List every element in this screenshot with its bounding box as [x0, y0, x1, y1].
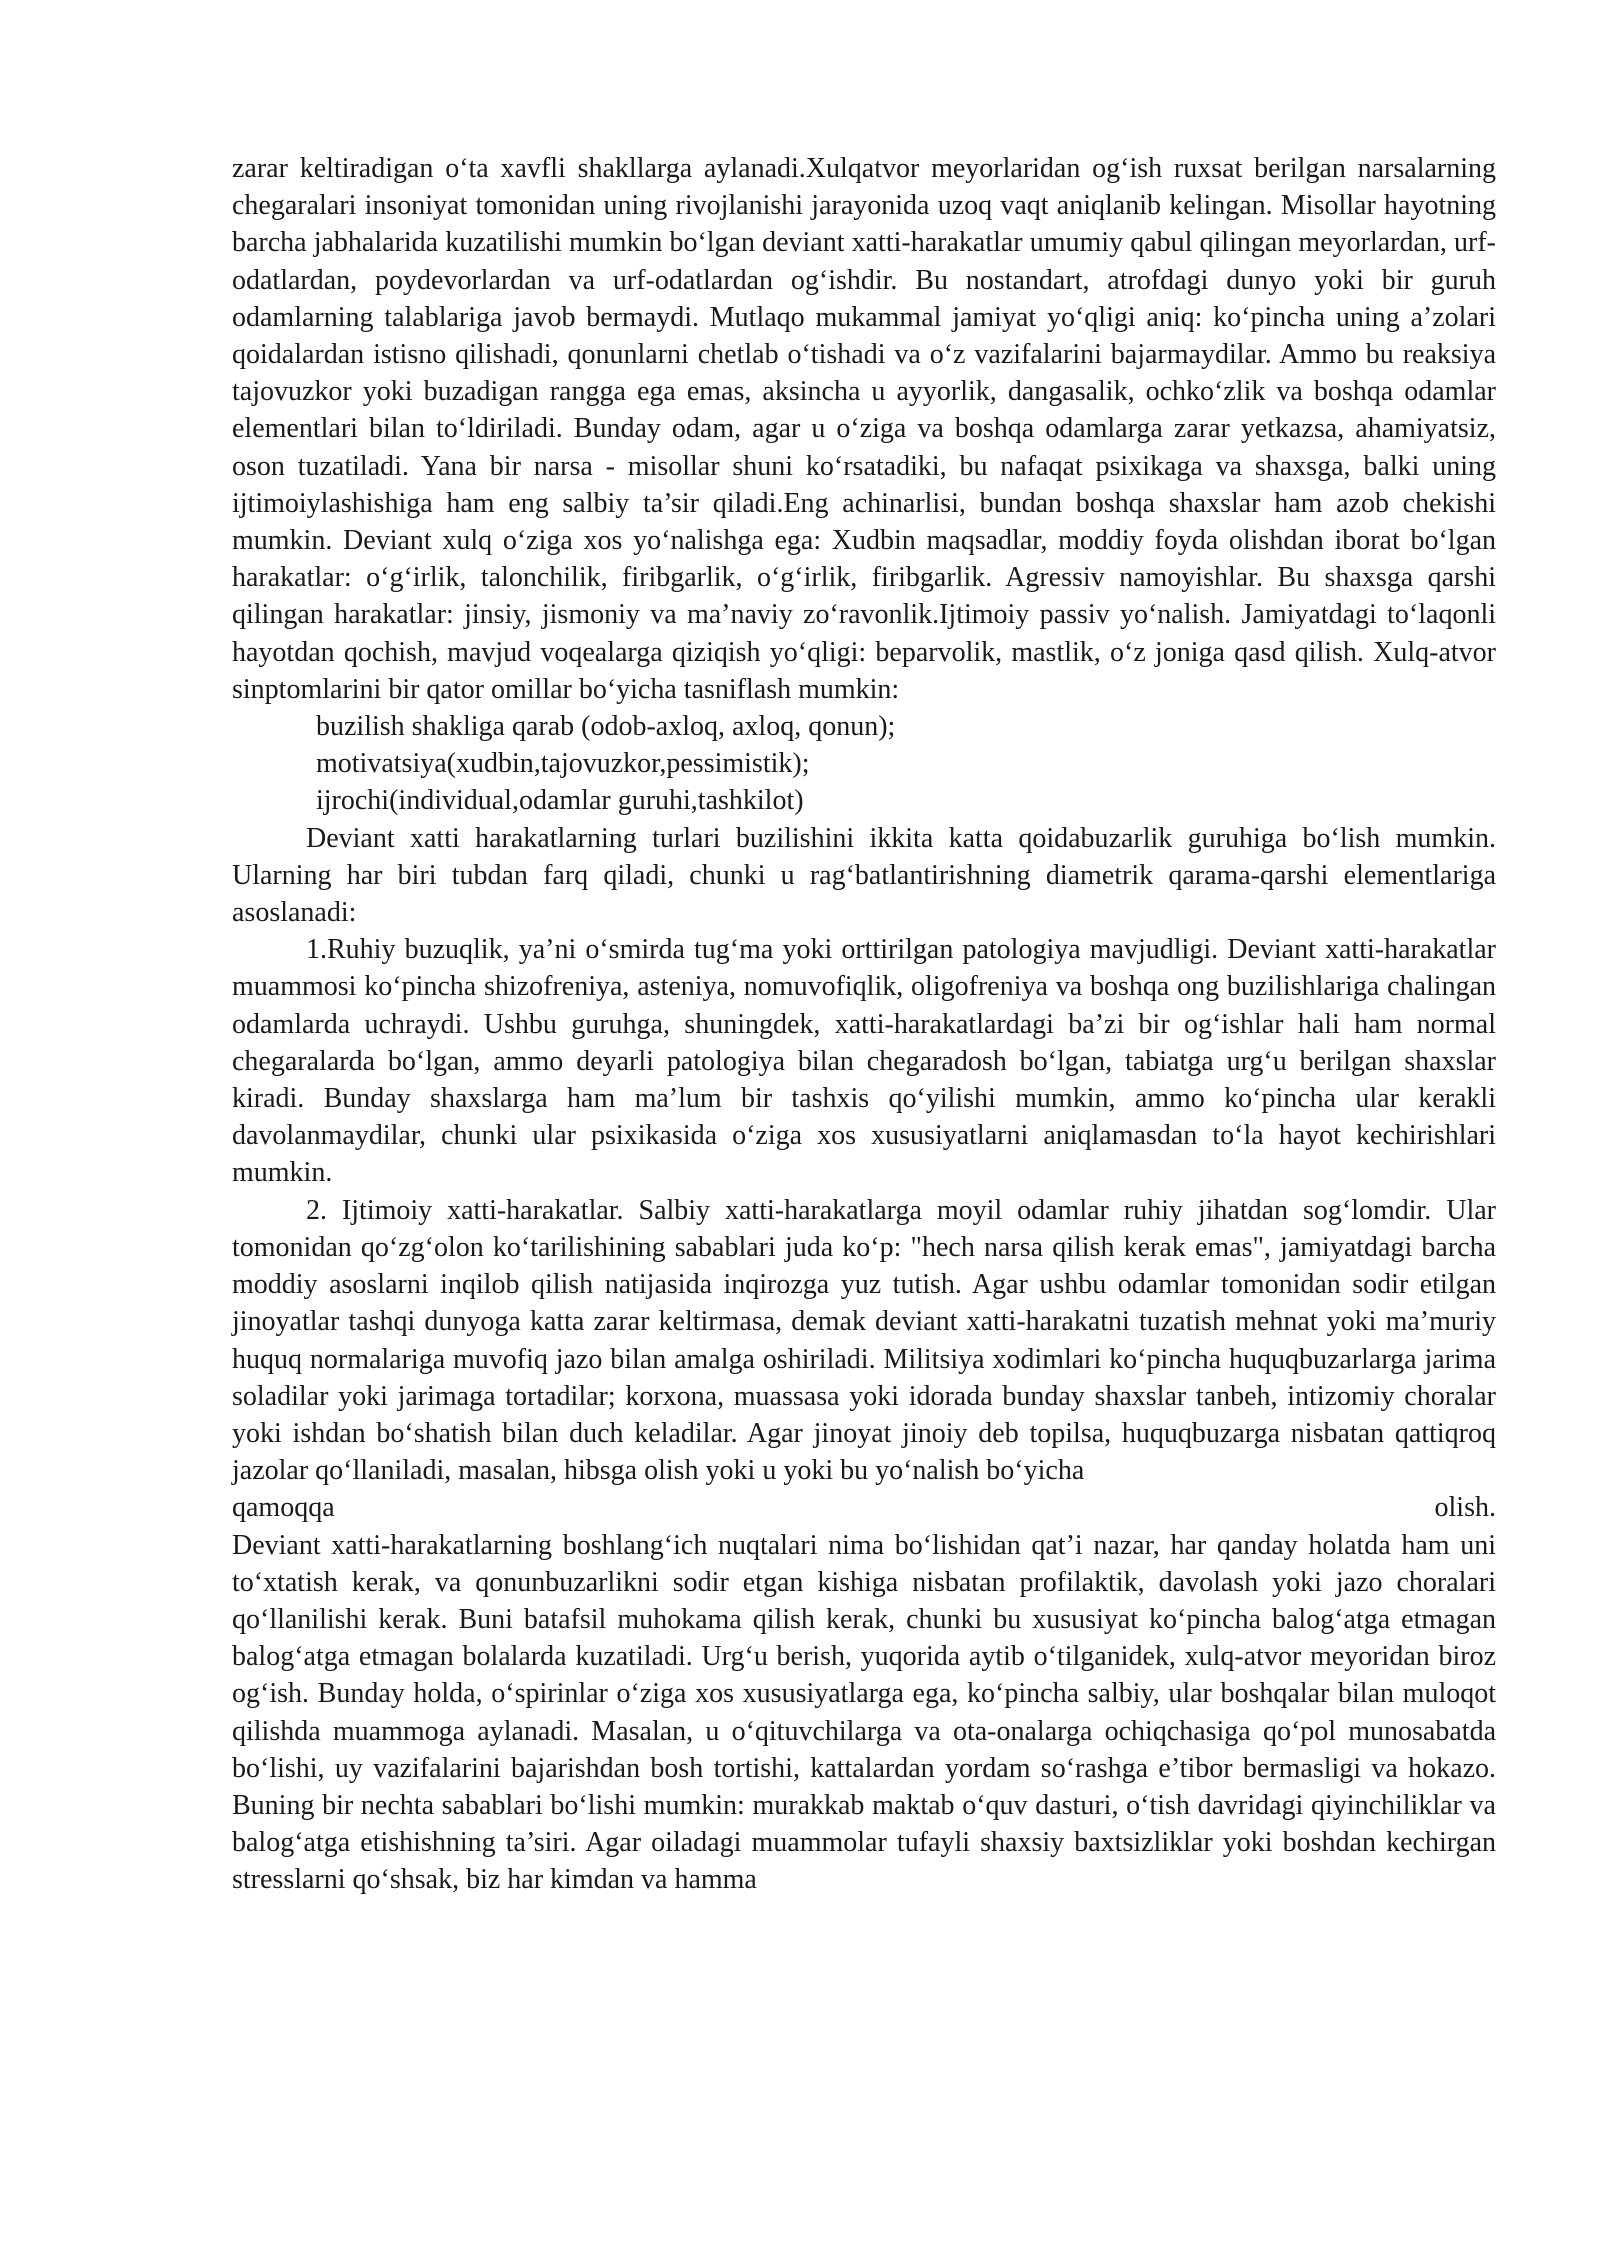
- paragraph-mental-disorder: 1.Ruhiy buzuqlik, ya’ni o‘smirda tug‘ma yoki orttirilgan patologiya mavjudligi. Deviant xatti-harakatlar muammosi ko‘pincha shizofreniya, asteniya, nomuvofiqlik, oligofreniya va boshqa ong buzilishlariga chalingan odamlarda uchraydi. Ushbu guruhga, shuningdek, xatti-harakatlardagi ba’zi bir og‘ishlar hali ham normal chegaralarda bo‘lgan, ammo deyarli patologiya bilan chegaradosh bo‘lgan, tabiatga urg‘u berilgan shaxslar kiradi. Bunday shaxslarga ham ma’lum bir tashxis qo‘yilishi mumkin, ammo ko‘pincha ular kerakli davolanmaydilar, chunki ular psixikasida o‘ziga xos xususiyatlarni aniqlamasdan to‘la hayot kechirishlari mumkin.: [232, 934, 1496, 1189]
- paragraph-prevention: Deviant xatti-harakatlarning boshlang‘ich nuqtalari nima bo‘lishidan qat’i nazar, har qanday holatda ham uni to‘xtatish kerak, va qonunbuzarlikni sodir etgan kishiga nisbatan profilaktik, davolash yoki jazo choralari qo‘llanilishi kerak. Buni batafsil muhokama qilish kerak, chunki bu xususiyat ko‘pincha balog‘atga etmagan balog‘atga etmagan bolalarda kuzatiladi. Urg‘u berish, yuqorida aytib o‘tilganidek, xulq-atvor meyoridan biroz og‘ish. Bunday holda, o‘spirinlar o‘ziga xos xususiyatlarga ega, ko‘pincha salbiy, ular boshqalar bilan muloqot qilishda muammoga aylanadi. Masalan, u o‘qituvchilarga va ota-onalarga ochiqchasiga qo‘pol munosabatda bo‘lishi, uy vazifalarini bajarishdan bosh tortishi, kattalardan yordam so‘rashga e’tibor bermasligi va hokazo. Buning bir nechta sabablari bo‘lishi mumkin: murakkab maktab o‘quv dasturi, o‘tish davridagi qiyinchiliklar va balog‘atga etishishning ta’siri. Agar oiladagi muammolar tufayli shaxsiy baxtsizliklar yoki boshdan kechirgan stresslarni qo‘shsak, biz har kimdan va hamma: [232, 1529, 1496, 1896]
- document-page: [232, 150, 1496, 1899]
- paragraph-social-behavior-last-line: [232, 1489, 1496, 1526]
- last-line-right-word: olish.: [1434, 1492, 1496, 1524]
- list-item-motivation: motivatsiya(xudbin,tajovuzkor,pessimistik);: [316, 748, 810, 780]
- paragraph-intro: zarar keltiradigan o‘ta xavfli shakllarga aylanadi.Xulqatvor meyorlaridan og‘ish ruxsat berilgan narsalarning chegaralari insoniyat tomonidan uning rivojlanishi jarayonida uzoq vaqt aniqlanib kelingan. Misollar hayotning barcha jabhalarida kuzatilishi mumkin bo‘lgan deviant xatti-harakatlar umumiy qabul qilingan meyorlardan, urf-odatlardan, poydevorlardan va urf-odatlardan og‘ishdir. Bu nostandart, atrofdagi dunyo yoki bir guruh odamlarning talablariga javob bermaydi. Mutlaqo mukammal jamiyat yo‘qligi aniq: ko‘pincha uning a’zolari qoidalardan istisno qilishadi, qonunlarni chetlab o‘tishadi va o‘z vazifalarini bajarmaydilar. Ammo bu reaksiya tajovuzkor yoki buzadigan rangga ega emas, aksincha u ayyorlik, dangasalik, ochko‘zlik va boshqa odamlar elementlari bilan to‘ldiriladi. Bunday odam, agar u o‘ziga va boshqa odamlarga zarar yetkazsa, ahamiyatsiz, oson tuzatiladi. Yana bir narsa - misollar shuni ko‘rsatadiki, bu nafaqat psixikaga va shaxsga, balki uning ijtimoiylashishiga ham eng salbiy ta’sir qiladi.Eng achinarlisi, bundan boshqa shaxslar ham azob chekishi mumkin. Deviant xulq o‘ziga xos yo‘nalishga ega: Xudbin maqsadlar, moddiy foyda olishdan iborat bo‘lgan harakatlar: o‘g‘irlik, talonchilik, firibgarlik, o‘g‘irlik, firibgarlik. Agressiv namoyishlar. Bu shaxsga qarshi qilingan harakatlar: jinsiy, jismoniy va ma’naviy zo‘ravonlik.Ijtimoiy passiv yo‘nalish. Jamiyatdagi to‘laqonli hayotdan qochish, mavjud voqealarga qiziqish yo‘qligi: beparvolik, mastlik, o‘z joniga qasd qilish. Xulq-atvor sinptomlarini bir qator omillar bo‘yicha tasniflash mumkin:: [232, 153, 1496, 705]
- last-line-left-word: qamoqqa: [232, 1492, 335, 1524]
- list-item-violation-form: buzilish shakliga qarab (odob-axloq, axloq, qonun);: [316, 711, 896, 743]
- list-item-performer: ijrochi(individual,odamlar guruhi,tashkilot): [316, 785, 804, 817]
- paragraph-social-behavior: 2. Ijtimoiy xatti-harakatlar. Salbiy xatti-harakatlarga moyil odamlar ruhiy jihatdan sog‘lomdir. Ular tomonidan qo‘zg‘olon ko‘tarilishining sabablari juda ko‘p: "hech narsa qilish kerak emas", jamiyatdagi barcha moddiy asoslarni inqilob qilish natijasida inqirozga yuz tutish. Agar ushbu odamlar tomonidan sodir etilgan jinoyatlar tashqi dunyoga katta zarar keltirmasa, demak deviant xatti-harakatni tuzatish mehnat yoki ma’muriy huquq normalariga muvofiq jazo bilan amalga oshiriladi. Militsiya xodimlari ko‘pincha huquqbuzarlarga jarima soladilar yoki jarimaga tortadilar; korxona, muassasa yoki idorada bunday shaxslar tanbeh, intizomiy choralar yoki ishdan bo‘shatish bilan duch keladilar. Agar jinoyat jinoiy deb topilsa, huquqbuzarga nisbatan qattiqroq jazolar qo‘llaniladi, masalan, hibsga olish yoki u yoki bu yo‘nalish bo‘yicha: [232, 1194, 1496, 1487]
- paragraph-deviant-types: Deviant xatti harakatlarning turlari buzilishini ikkita katta qoidabuzarlik guruhiga bo‘lish mumkin. Ularning har biri tubdan farq qiladi, chunki u rag‘batlantirishning diametrik qarama-qarshi elementlariga asoslanadi:: [232, 822, 1496, 929]
